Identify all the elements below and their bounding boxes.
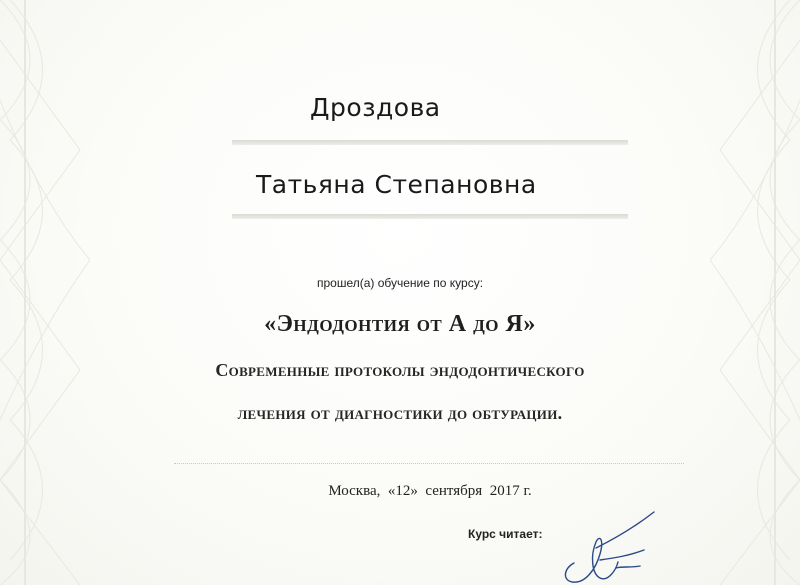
recipient-surname: Дроздова (310, 93, 441, 122)
lecturer-signature (556, 508, 666, 585)
given-names-field (232, 170, 628, 199)
surname-field (232, 93, 628, 122)
lecturer-label: Курс читает: (468, 527, 543, 541)
given-names-underline (232, 214, 628, 219)
recipient-given-names: Татьяна Степановна (256, 170, 537, 199)
divider-line (174, 463, 684, 464)
course-subtitle-line-2: лечения от диагностики до обтурации. (237, 403, 563, 423)
completed-course-text: прошел(а) обучение по курсу: (316, 276, 484, 290)
course-title: «Эндодонтия от А до Я» (264, 311, 536, 337)
surname-underline (232, 140, 628, 145)
place-and-date: Москва, «12» сентября 2017 г. (328, 483, 532, 499)
course-subtitle-line-1: Современные протоколы эндодонтического (215, 360, 585, 380)
